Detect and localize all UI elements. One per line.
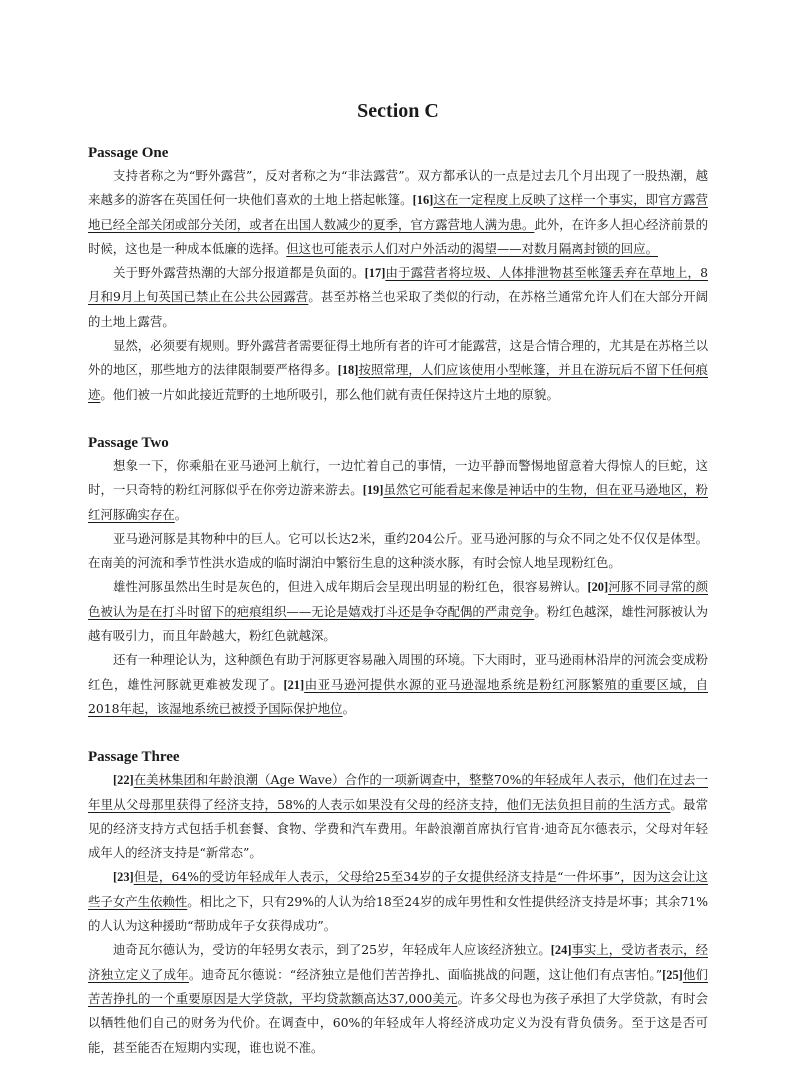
passage-paragraph	[88, 261, 708, 334]
question-marker: [21]	[283, 677, 305, 692]
text-segment: 。他们被一片如此接近荒野的土地所吸引，那么他们就有责任保持这片土地的原貌。	[100, 386, 559, 402]
text-segment: 亚马逊河豚是其物种中的巨人。它可以长达2米，重约204公斤。亚马逊河豚的与众不同之处不仅仅是体型。在南美的河流和季节性洪水造成的临时湖泊中繁衍生息的这种淡水豚，有时会惊人地呈现粉红色。	[88, 530, 708, 571]
underlined-sentence: 河豚不同寻常的颜色被认为是在打斗时留下的疤痕组织——无论是嬉戏打斗还是争夺配偶的严肃竞争	[88, 579, 709, 619]
passage-3	[88, 749, 708, 1060]
passage-paragraph	[88, 938, 708, 1059]
passage-1	[88, 145, 708, 407]
passage-title: Passage One	[88, 145, 169, 161]
text-segment: 。相比之下，只有29%的人认为给18至24岁的成年男性和女性提供经济支持是坏事；其余71%的人认为这种援助“帮助成年子女获得成功”。	[88, 893, 708, 934]
passage-title: Passage Two	[88, 434, 169, 451]
underlined-sentence: 虽然它可能看起来像是神话中的生物，但在亚马逊地区，粉红河豚确实存在	[88, 482, 709, 522]
passage-paragraph	[88, 164, 708, 261]
text-segment: 还有一种理论认为，这种颜色有助于河豚更容易融入周围的环境。下大雨时，亚马逊雨林沿岸的河流会变成粉红色，雄性河豚就更难被发现了。	[88, 652, 708, 692]
passage-paragraph	[88, 454, 708, 527]
passage-spacer	[88, 407, 708, 435]
question-marker: [19]	[362, 483, 384, 498]
text-segment: 迪奇瓦尔德认为，受访的年轻男女表示，到了25岁，年轻成年人应该经济独立。	[113, 942, 551, 958]
question-marker: [22]	[113, 773, 134, 788]
underlined-sentence: 在美林集团和年龄浪潮（Age Wave）合作的一项新调查中，整整70%的年轻成年人表示，他们在过去一年里从父母那里获得了经济支持，58%的人表示如果没有父母的经济支持，他们无法负担目前的生活方式	[88, 772, 708, 812]
passage-2	[88, 435, 708, 721]
passages-container	[88, 145, 708, 1060]
underlined-sentence: 事实上，受访者表示，经济独立定义了成年	[88, 942, 708, 982]
question-marker: [23]	[113, 870, 134, 885]
text-segment: 。许多父母也为孩子承担了大学贷款，有时会以牺牲他们自己的财务为代价。在调查中，60%的年轻成年人将经济成功定义为没有背负债务。至于这是否可能，甚至能否在短期内实现，谁也说不准。	[88, 990, 709, 1055]
section-title: Section C	[357, 100, 439, 122]
passage-paragraph	[88, 334, 708, 407]
passage-paragraph	[88, 527, 708, 576]
underlined-sentence: 按照常理，人们应该使用小型帐篷，并且在游玩后不留下任何痕迹	[88, 362, 709, 402]
text-segment: 显然，必须要有规则。野外露营者需要征得土地所有者的许可才能露营，这是合情合理的，尤其是在苏格兰以外的地区，那些地方的法律限制要严格得多。	[88, 338, 708, 378]
text-segment: 。甚至苏格兰也采取了类似的行动，在苏格兰通常允许人们在大部分开阔的土地上露营。	[88, 289, 709, 329]
question-marker: [24]	[550, 943, 572, 958]
text-segment: 支持者称之为“野外露营”，反对者称之为“非法露营”。双方都承认的一点是过去几个月出现了一股热潮，越来越多的游客在英国任何一块他们喜欢的土地上搭起帐篷。	[88, 168, 708, 208]
underlined-sentence: 他们苦苦挣扎的一个重要原因是大学贷款，平均贷款额高达37,000美元	[88, 966, 709, 1006]
text-segment: 。最常见的经济支持方式包括手机套餐、食物、学费和汽车费用。年龄浪潮首席执行官肯·迪奇瓦尔德表示，父母对年轻成年人的经济支持是“新常态”。	[88, 796, 709, 861]
question-marker: [18]	[337, 363, 359, 378]
passage-paragraph	[88, 768, 708, 865]
passage-paragraph	[88, 648, 708, 721]
question-marker: [16]	[412, 193, 434, 208]
text-segment: 关于野外露营热潮的大部分报道都是负面的。	[113, 265, 365, 281]
underlined-sentence: 但这也可能表示人们对户外活动的渴望——对数月隔离封锁的回应。	[286, 240, 658, 256]
question-marker: [20]	[587, 580, 609, 595]
underlined-sentence: 这在一定程度上反映了这样一个事实，即官方露营地已经全部关闭或部分关闭，或者在出国人数减少的夏季，官方露营地人满为患。	[88, 192, 709, 232]
underlined-sentence: 但是，64%的受访年轻成年人表示，父母给25至34岁的子女提供经济支持是“一件坏事”，因为这会让这些子女产生依赖性	[88, 869, 708, 909]
passage-spacer	[88, 721, 708, 749]
underlined-sentence: 由于露营者将垃圾、人体排泄物甚至帐篷丢弃在草地上，8月和9月上旬英国已禁止在公共公园露营	[88, 265, 708, 305]
text-segment: 此外，在许多人担心经济前景的时候，这也是一种成本低廉的选择。	[88, 216, 708, 256]
question-marker: [17]	[364, 266, 386, 281]
underlined-sentence: 由亚马逊河提供水源的亚马逊湿地系统是粉红河豚繁殖的重要区域，自2018年起，该湿地系统已被授予国际保护地位	[88, 676, 709, 716]
question-marker: [25]	[662, 967, 683, 982]
passage-paragraph	[88, 575, 708, 648]
passage-paragraph	[88, 865, 708, 938]
passage-title: Passage Three	[88, 749, 180, 766]
text-segment: 。	[342, 700, 355, 716]
text-segment: 。粉红色越深，雄性河豚被认为越有吸引力，而且年龄越大，粉红色就越深。	[88, 603, 709, 644]
text-segment: 。	[174, 506, 188, 522]
text-segment: 。迪奇瓦尔德说：“经济独立是他们苦苦挣扎、面临挑战的问题，这让他们有点害怕。”	[188, 966, 663, 982]
text-segment: 雄性河豚虽然出生时是灰色的，但进入成年期后会呈现出明显的粉红色，很容易辨认。	[113, 579, 588, 595]
text-segment: 想象一下，你乘船在亚马逊河上航行，一边忙着自己的事情，一边平静而警惕地留意着大得惊人的巨蛇，这时，一只奇特的粉红河豚似乎在你旁边游来游去。	[88, 457, 708, 498]
document-page	[88, 100, 708, 1060]
